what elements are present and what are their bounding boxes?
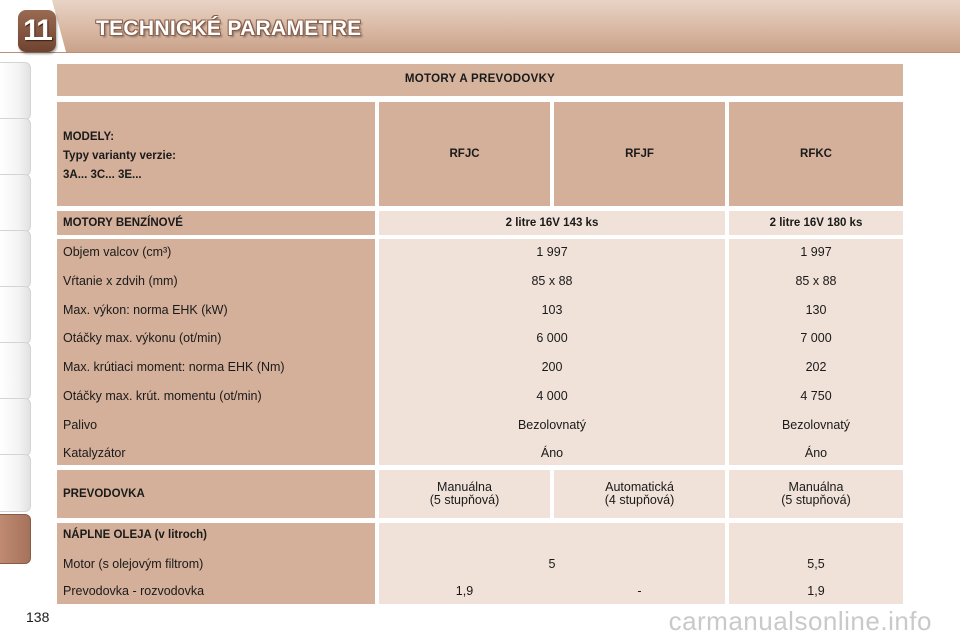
spec-value: Bezolovnatý [517,418,587,432]
gearbox-gears: (4 stupňová) [604,493,675,507]
side-tab-active[interactable] [0,514,31,564]
model-code-rfjc: RFJC [379,102,550,206]
oil-engine-b-column [729,523,903,604]
spec-label: Objem valcov (cm³) [63,245,172,259]
oil-label-column [57,523,375,604]
spec-value: Bezolovnatý [781,418,851,432]
spec-value: Áno [804,446,828,460]
spec-value: 1 997 [536,245,568,259]
gearbox-rfjc [379,470,550,518]
side-tab[interactable] [0,174,31,232]
gearbox-type: Manuálna [788,480,844,494]
oil-gearbox-label: Prevodovka - rozvodovka [63,584,205,598]
spec-label: Vŕtanie x zdvih (mm) [63,274,178,288]
gearbox-type: Automatická [605,480,674,494]
spec-value: 200 [541,360,563,374]
spec-label: Max. krútiaci moment: norma EHK (Nm) [63,360,285,374]
oil-gearbox-value: 1,9 [807,584,825,598]
spec-value: 85 x 88 [795,274,837,288]
specs-engine-b-column [729,239,903,465]
gearbox-rfkc [729,470,903,518]
spec-value: Áno [540,446,564,460]
oil-engine-a-column [379,523,725,604]
oil-gearbox-value: - [637,584,642,598]
side-tab[interactable] [0,118,31,176]
oil-engine-value: 5,5 [807,557,825,571]
gearbox-gears: (5 stupňová) [781,493,851,507]
spec-value: 85 x 88 [531,274,573,288]
side-tab[interactable] [0,230,31,288]
chapter-number-badge: 11 [18,10,56,52]
spec-label: Otáčky max. výkonu (ot/min) [63,331,222,345]
gearbox-rfjf [554,470,725,518]
spec-value: 130 [805,303,827,317]
side-tab[interactable] [0,454,31,512]
specs-engine-a-column [379,239,725,465]
side-tab[interactable] [0,342,31,400]
models-label-cell [57,102,375,206]
oil-engine-label: Motor (s olejovým filtrom) [63,557,204,571]
table-title: MOTORY A PREVODOVKY [57,64,903,96]
models-label-line: MODELY: [63,131,115,143]
gearbox-heading: PREVODOVKA [57,470,375,518]
oil-engine-value: 5 [548,557,556,571]
watermark: carmanualsonline.info [668,606,932,636]
spec-label: Katalyzátor [63,446,126,460]
gearbox-gears: (5 stupňová) [429,493,500,507]
models-label-line: Typy varianty verzie: [63,150,176,162]
model-code-rfjf: RFJF [554,102,725,206]
model-code-rfkc: RFKC [729,102,903,206]
spec-label: Palivo [63,418,98,432]
oil-gearbox-value: 1,9 [455,584,474,598]
side-tab[interactable] [0,62,31,120]
engine-a-name: 2 litre 16V 143 ks [379,211,725,235]
chapter-title: TECHNICKÉ PARAMETRE [96,17,362,40]
side-tab[interactable] [0,398,31,456]
oil-heading: NÁPLNE OLEJA (v litroch) [63,529,207,541]
side-tab[interactable] [0,286,31,344]
specs-label-column [57,239,375,465]
spec-value: 103 [541,303,563,317]
spec-value: 202 [805,360,827,374]
spec-value: 7 000 [800,331,832,345]
page-number: 138 [26,609,50,625]
spec-value: 6 000 [536,331,568,345]
petrol-engines-heading: MOTORY BENZÍNOVÉ [57,211,375,235]
spec-value: 1 997 [800,245,832,259]
gearbox-type: Manuálna [437,480,492,494]
models-label-line: 3A... 3C... 3E... [63,169,142,181]
spec-value: 4 000 [536,389,568,403]
engine-b-name: 2 litre 16V 180 ks [729,211,903,235]
spec-label: Max. výkon: norma EHK (kW) [63,303,228,317]
spec-value: 4 750 [800,389,832,403]
spec-label: Otáčky max. krút. momentu (ot/min) [63,389,262,403]
